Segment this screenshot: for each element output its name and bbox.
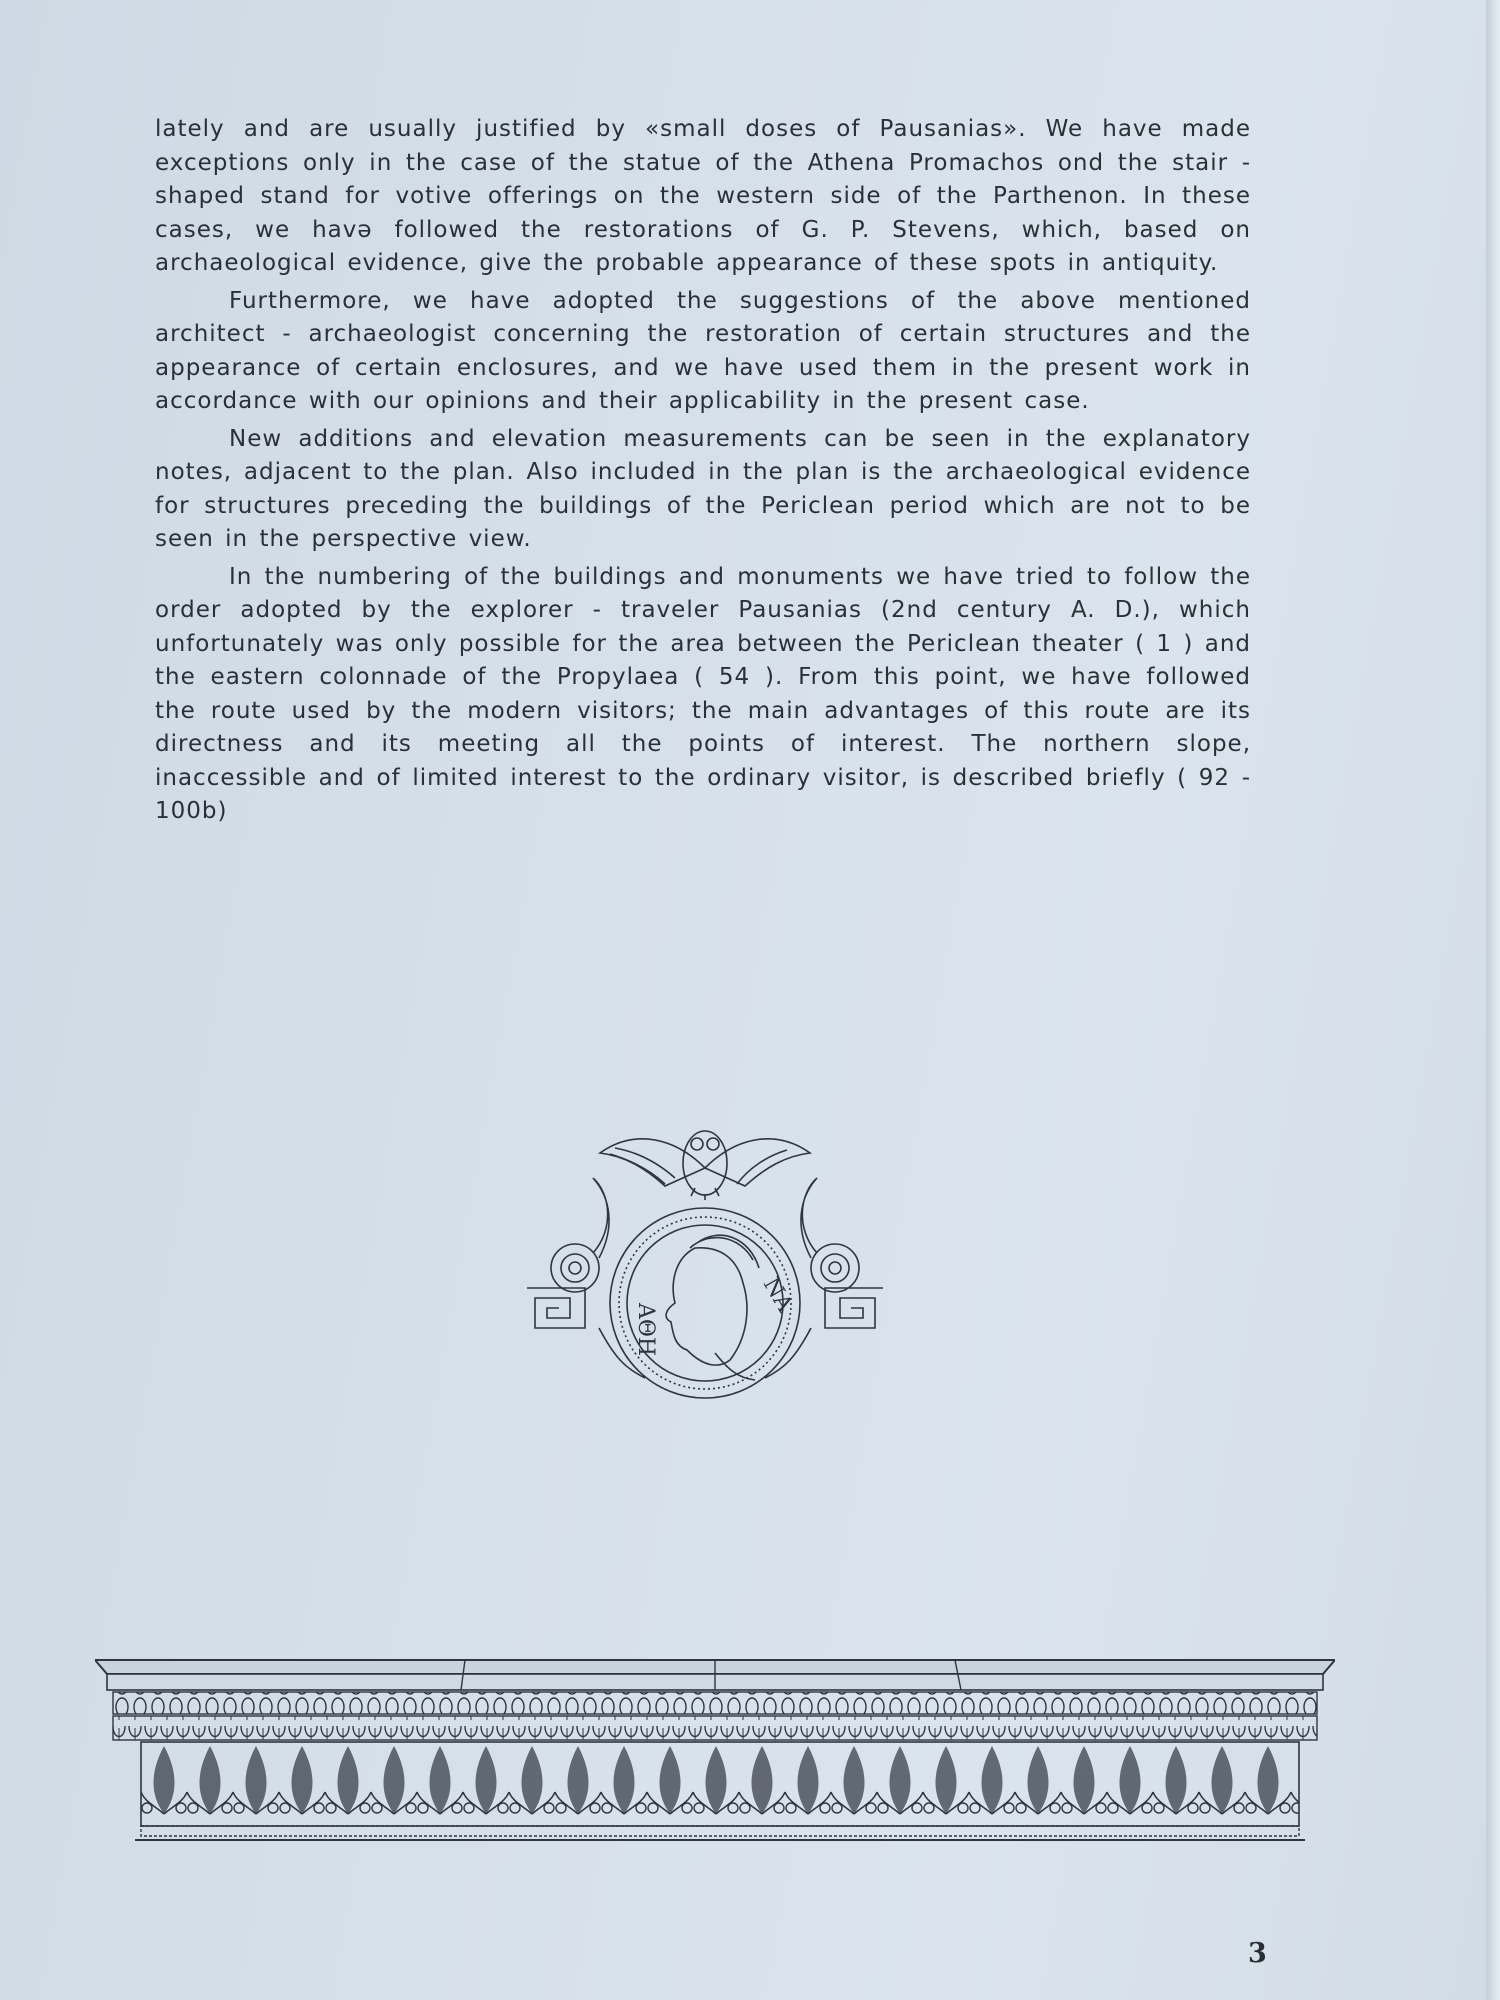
- athena-owl-emblem: [515, 1098, 895, 1418]
- emblem-inscription-left: ΑΘΗ: [633, 1303, 658, 1357]
- paragraph-4: In the numbering of the buildings and monuments we have tried to follow the order adopted by the explorer - traveler Pausanias (2nd century A. D.), which unfortunately was only possible for the area between the Periclean theater ( 1 ) and the eastern colonnade of the Propylaea ( 54 ). From this point, we have followed the route used by the modern visitors; the main advantages of this route are its directness and its meeting all the points of interest. The northern slope, inaccessible and of limited interest to the ordinary visitor, is described briefly ( 92 - 100b): [155, 563, 1251, 824]
- paragraph-3: New additions and elevation measurements can be seen in the explanatory notes, adjacent to the plan. Also included in the plan is the archaeological evidence for structures preceding the buildings of the Periclean period which are not to be seen in the perspective view.: [155, 425, 1251, 552]
- page-edge: [1486, 0, 1500, 2000]
- classical-frieze-ornament: [95, 1652, 1335, 1860]
- paragraph-1: lately and are usually justified by «small doses of Pausanias». We have made exceptions only in the case of the statue of the Athena Promachos ond the stair - shaped stand for votive offerings on the western side of the Parthenon. In these cases, we havə followed the restorations of G. P. Stevens, which, based on archaeological evidence, give the probable appearance of these spots in antiquity.: [155, 116, 1251, 276]
- paragraph-2: Furthermore, we have adopted the suggestions of the above mentioned architect - archaeologist concerning the restoration of certain structures and the appearance of certain enclosures, and we have used them in the present work in accordance with our opinions and their applicability in the present case.: [155, 287, 1251, 414]
- emblem-inscription-right: ΝΑ: [757, 1273, 798, 1317]
- page-number: 3: [1248, 1938, 1267, 1969]
- body-text: [155, 113, 1251, 833]
